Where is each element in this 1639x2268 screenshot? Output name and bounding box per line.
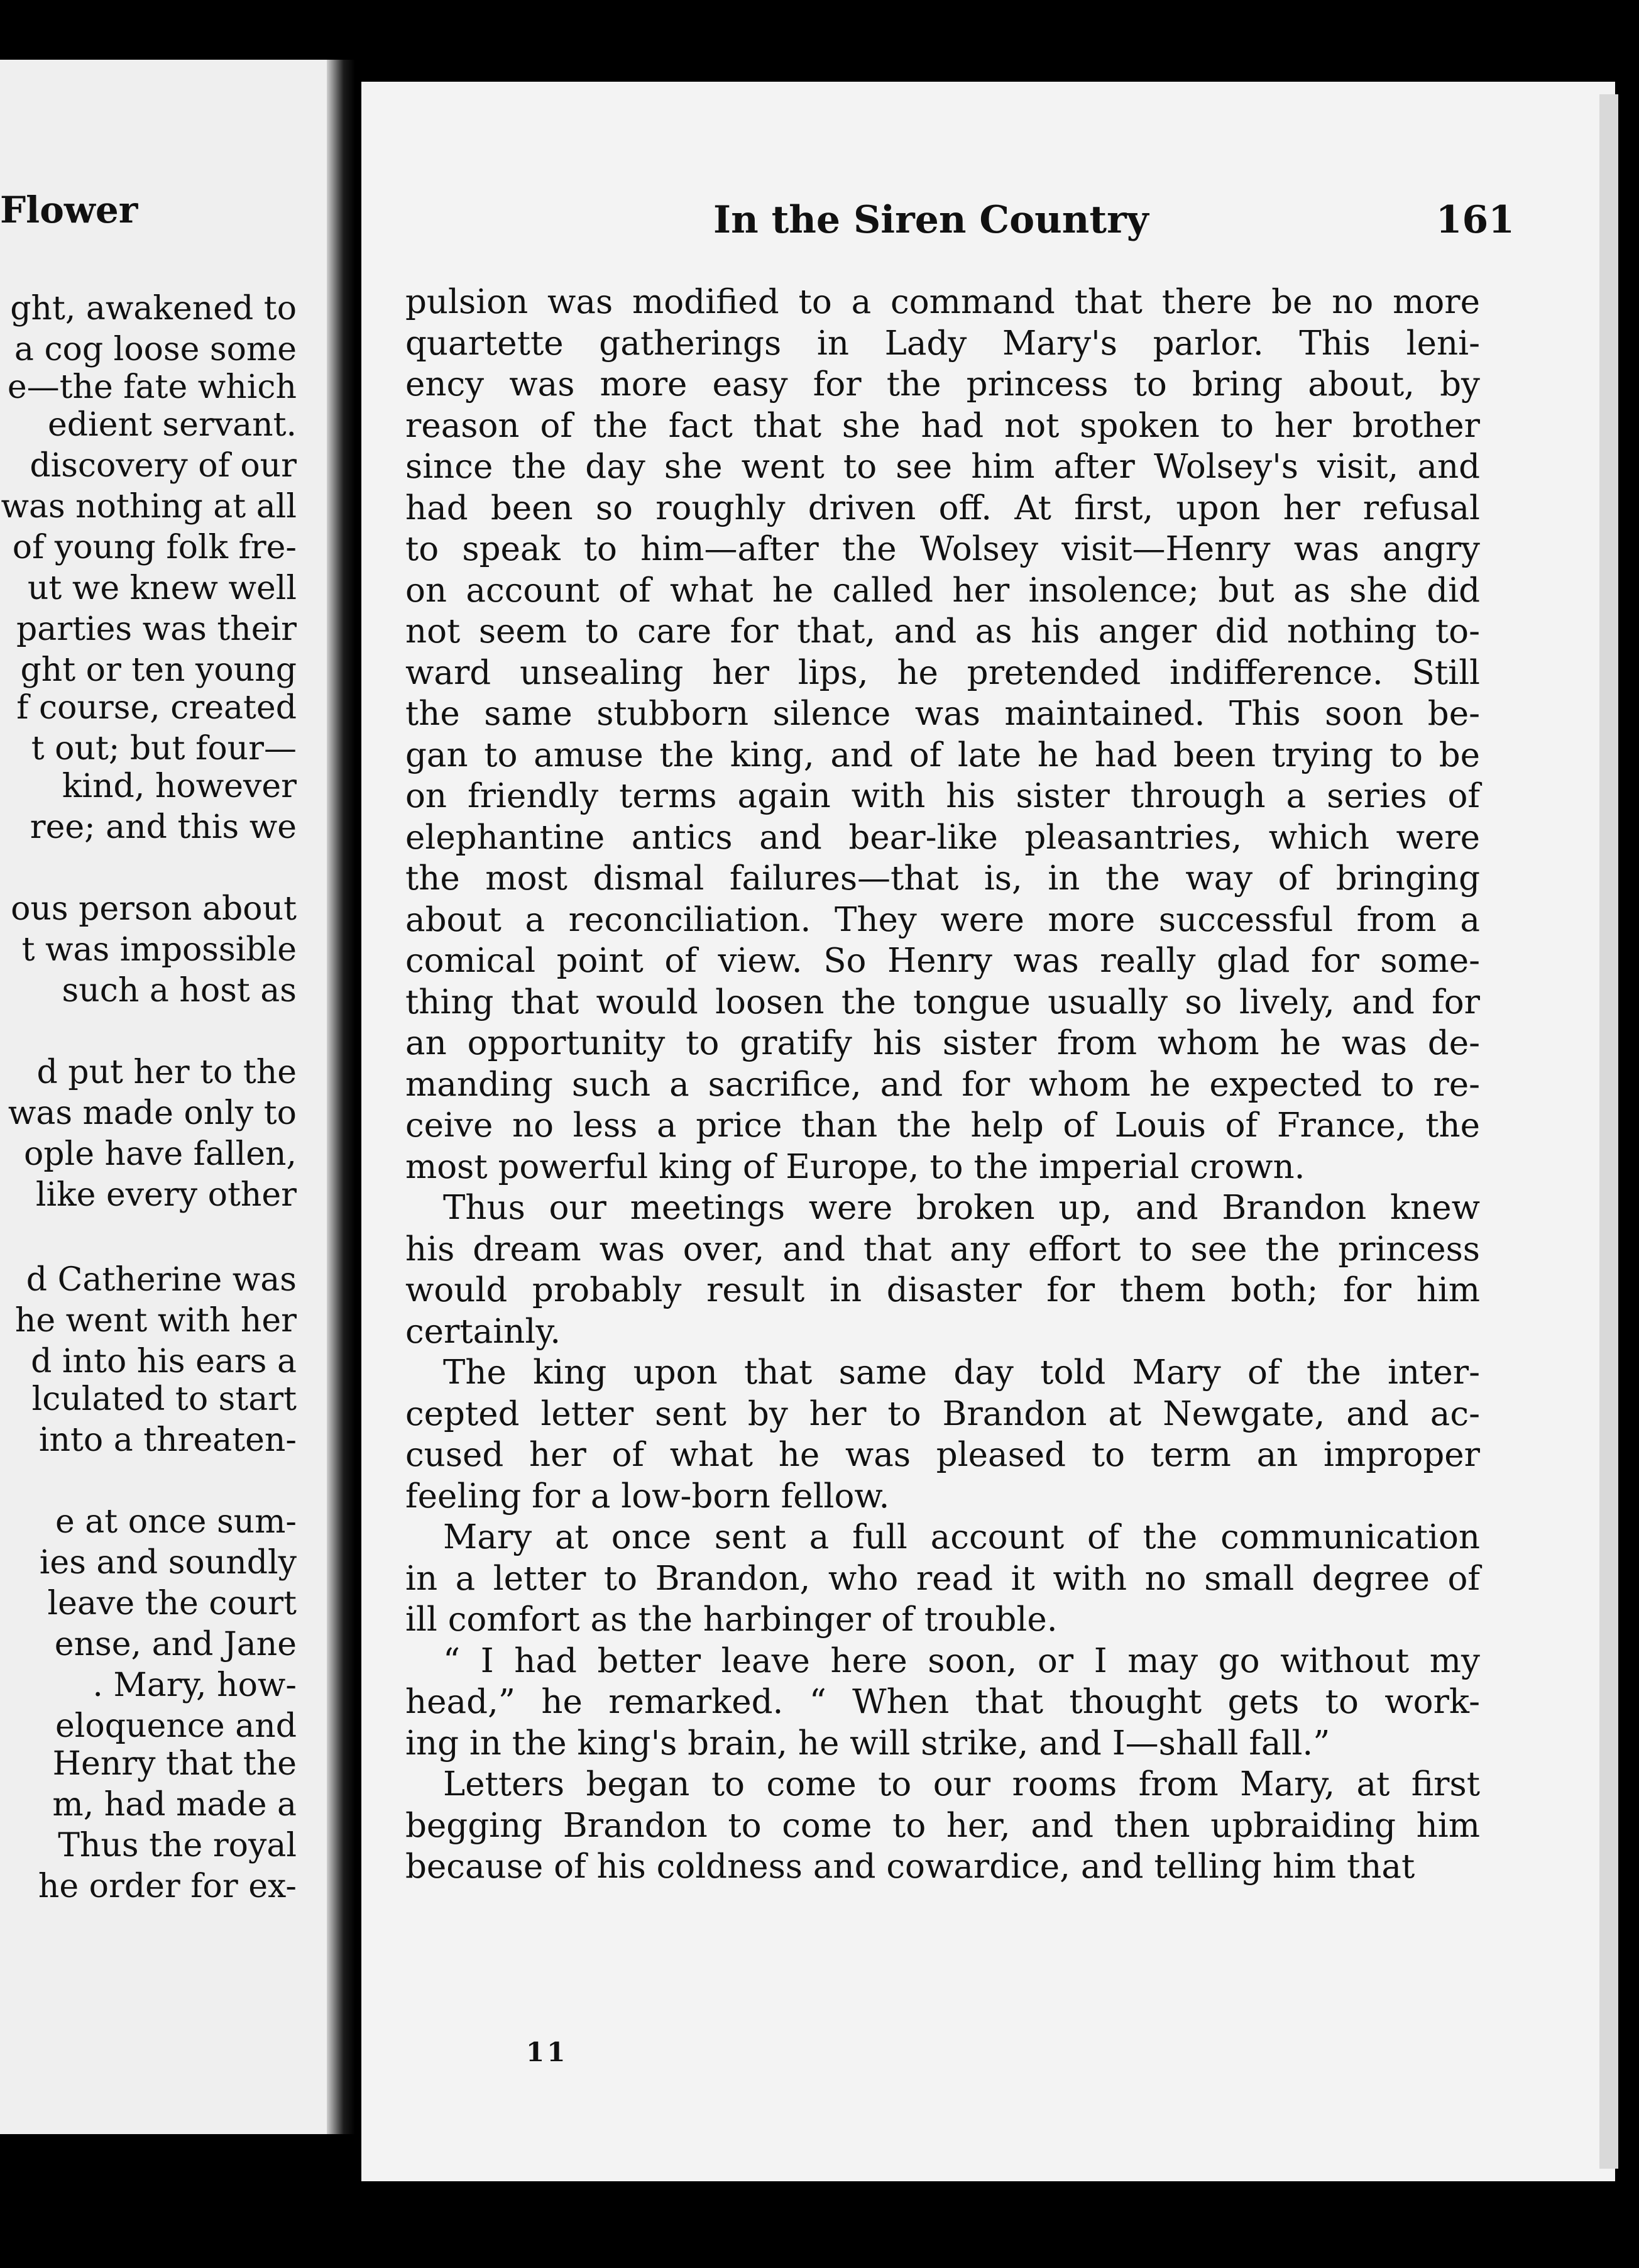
body-line: Thus our meetings were broken up, and Brandon knew [443,1189,1480,1227]
left-page-line: discovery of our [30,447,297,485]
body-line: an opportunity to gratify his sister from whom he was de- [405,1024,1480,1062]
left-page-line: d into his ears a [31,1343,297,1380]
left-page-line: kind, however [62,768,297,805]
body-line: thing that would loosen the tongue usually so lively, and for [405,983,1480,1021]
body-line: quartette gatherings in Lady Mary's parlor. This leni- [405,324,1480,363]
left-page-line: ies and soundly [39,1544,297,1582]
left-page-line: d put her to the [36,1054,297,1091]
left-page-line: of young folk fre- [12,529,297,566]
signature-mark: 11 [526,2037,568,2067]
body-line: “ I had better leave here soon, or I may go without my [443,1641,1480,1680]
body-line: Mary at once sent a full account of the communication [443,1518,1480,1556]
body-line: ward unsealing her lips, he pretended indifference. Still [405,653,1480,692]
left-page-line: ople have fallen, [23,1135,297,1173]
body-line: would probably result in disaster for them both; for him [405,1271,1480,1309]
body-line: the most dismal failures—that is, in the way of bringing [405,859,1480,898]
body-line: feeling for a low-born fellow. [405,1477,890,1516]
body-line: about a reconciliation. They were more successful from a [405,900,1480,939]
body-line: manding such a sacrifice, and for whom he expected to re- [405,1065,1480,1104]
left-running-head: Flower [0,189,138,231]
left-page-line: f course, created [16,689,297,727]
body-line: Letters began to come to our rooms from Mary, at first [443,1765,1480,1803]
left-page-line: parties was their [16,610,297,648]
left-page-line: he went with her [14,1302,297,1340]
left-page-line: such a host as [62,972,297,1010]
body-line: head,” he remarked. “ When that thought gets to work- [405,1683,1480,1721]
left-page-line: t out; but four— [31,730,297,768]
left-page-line: ree; and this we [30,808,297,846]
left-page-line: lculated to start [31,1380,297,1418]
body-line: most powerful king of Europe, to the imperial crown. [405,1147,1305,1186]
left-page-line: t was impossible [21,931,297,969]
left-page-line: was made only to [8,1094,297,1132]
left-page-line: ut we knew well [27,570,297,607]
body-line: to speak to him—after the Wolsey visit—Henry was angry [405,530,1480,568]
left-page-line: a cog loose some [14,331,297,368]
left-page-line: leave the court [47,1585,297,1622]
left-page-line: into a threaten- [38,1421,297,1459]
body-line: certainly. [405,1312,561,1351]
body-line: elephantine antics and bear-like pleasantries, which were [405,818,1480,857]
body-line: comical point of view. So Henry was really glad for some- [405,942,1480,980]
body-line: on account of what he called her insolence; but as she did [405,571,1480,610]
book-gutter [327,60,355,2134]
body-line: The king upon that same day told Mary of the inter- [443,1353,1480,1392]
left-page-line: ense, and Jane [54,1626,297,1663]
left-page-line: ght or ten young [20,651,297,689]
left-page-line: d Catherine was [26,1261,297,1299]
body-line: pulsion was modified to a command that there be no more [405,283,1480,321]
body-line: the same stubborn silence was maintained. This soon be- [405,695,1480,733]
body-line: ill comfort as the harbinger of trouble. [405,1600,1058,1639]
body-line: ceive no less a price than the help of Louis of France, the [405,1106,1480,1145]
left-page-line: e at once sum- [55,1503,297,1541]
body-line: reason of the fact that she had not spoken to her brother [405,406,1480,445]
body-line: not seem to care for that, and as his anger did nothing to- [405,612,1480,651]
right-page [361,82,1615,2181]
body-line: gan to amuse the king, and of late he had been trying to be [405,735,1480,774]
left-page-line: ous person about [11,890,297,928]
body-line: had been so roughly driven off. At first, upon her refusal [405,488,1480,527]
left-page-line: e—the fate which [7,368,297,406]
left-page [0,60,327,2134]
body-line: cused her of what he was pleased to term an improper [405,1436,1480,1474]
body-line: ing in the king's brain, he will strike, and I—shall fall.” [405,1724,1330,1763]
left-page-line: m, had made a [52,1786,297,1824]
body-line: ency was more easy for the princess to bring about, by [405,365,1480,404]
running-head: In the Siren Country [713,198,1149,242]
body-line: in a letter to Brandon, who read it with no small degree of [405,1559,1480,1598]
page-number: 161 [1435,198,1515,242]
body-text [405,282,1480,1888]
body-line: cepted letter sent by her to Brandon at Newgate, and ac- [405,1394,1480,1433]
left-page-line: Thus the royal [58,1827,297,1864]
page-edge [1599,94,1618,2169]
body-line: on friendly terms again with his sister through a series of [405,777,1480,815]
left-page-line: ght, awakened to [10,290,297,328]
left-page-line: edient servant. [48,406,297,444]
left-page-line: was nothing at all [1,488,297,526]
left-page-line: Henry that the [52,1745,297,1783]
left-page-line: eloquence and [55,1707,297,1745]
body-line: because of his coldness and cowardice, and telling him that [405,1847,1415,1886]
left-page-line: he order for ex- [38,1868,297,1905]
body-line: since the day she went to see him after Wolsey's visit, and [405,448,1480,486]
body-line: begging Brandon to come to her, and then upbraiding him [405,1806,1480,1845]
body-line: his dream was over, and that any effort to see the princess [405,1230,1480,1269]
left-page-line: like every other [35,1176,297,1214]
left-page-line: . Mary, how- [92,1666,297,1704]
